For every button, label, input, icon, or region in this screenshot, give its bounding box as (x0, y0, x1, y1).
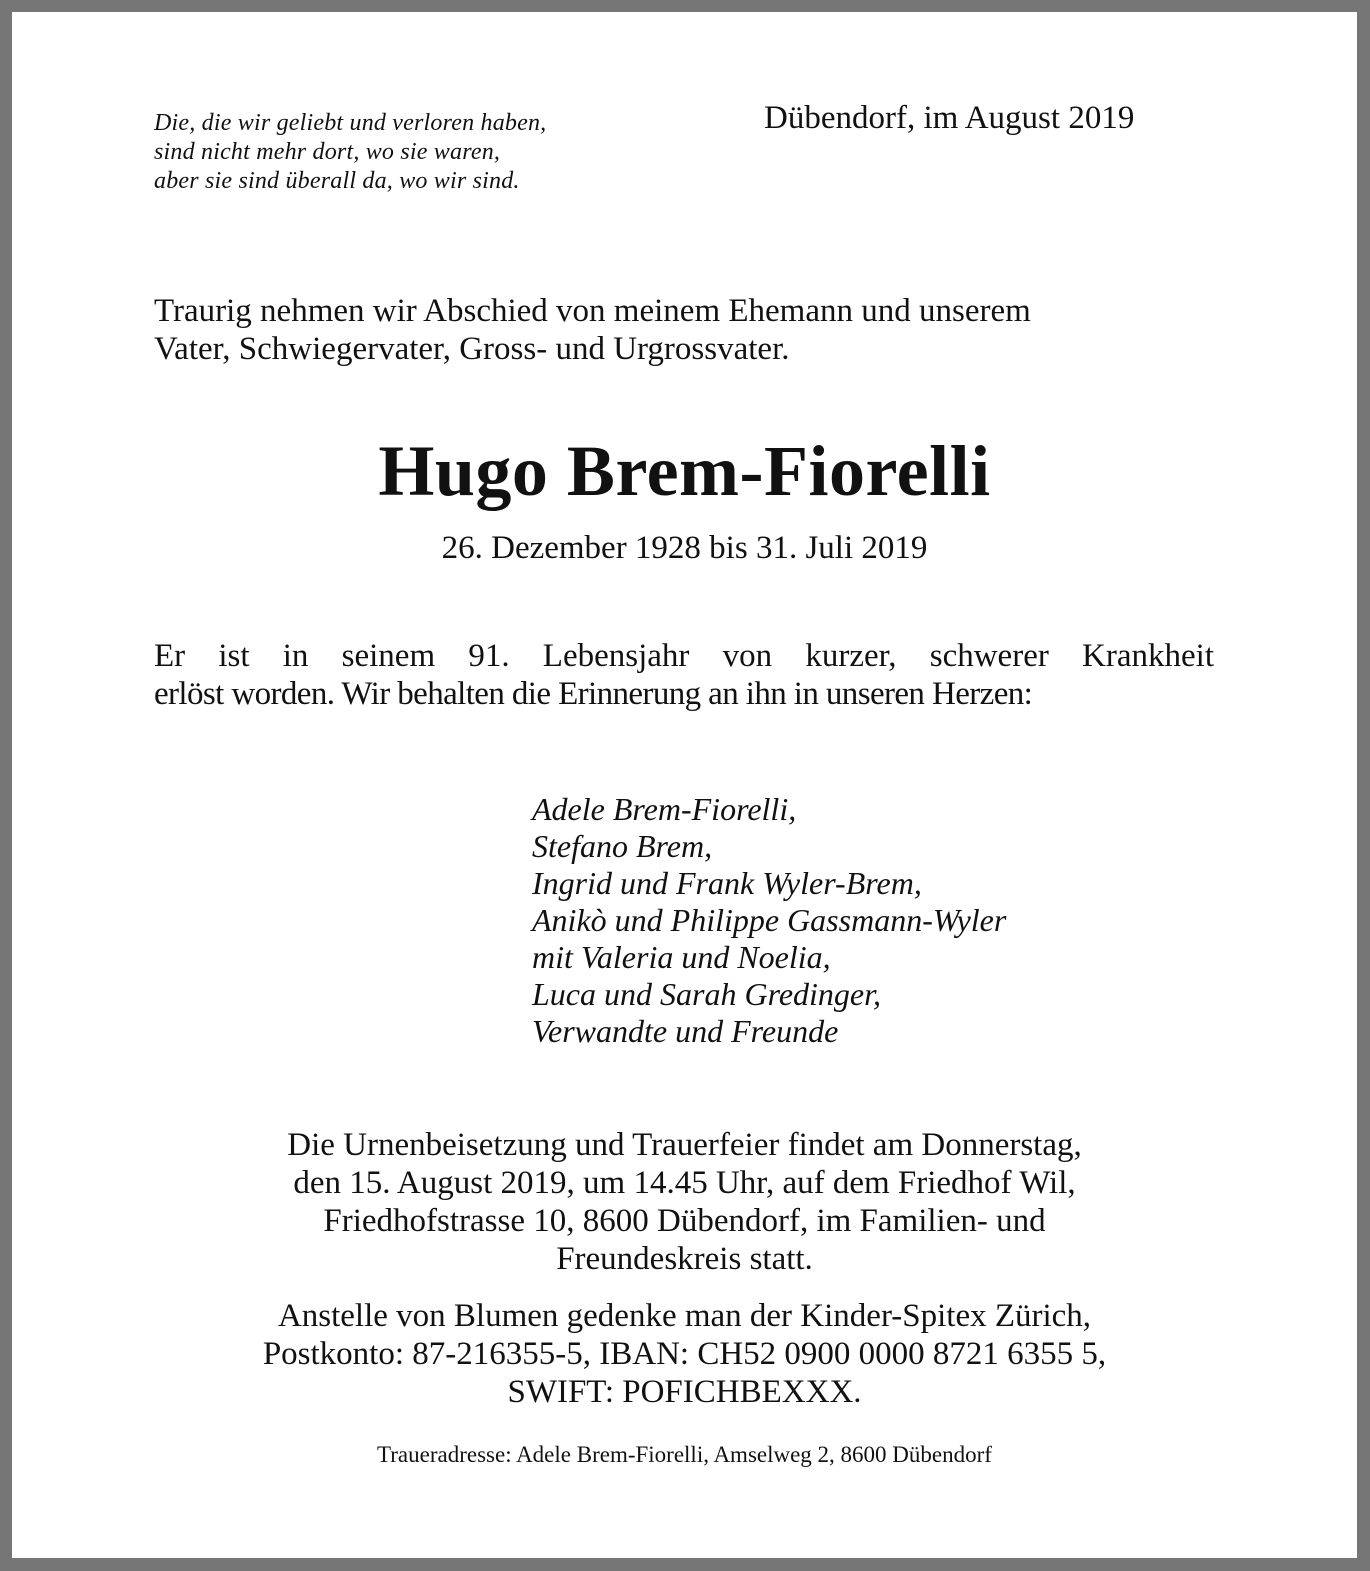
donation-line: Postkonto: 87-216355-5, IBAN: CH52 0900 0000 8721 6355 5, (262, 1336, 1107, 1372)
motto-line: Die, die wir geliebt und verloren haben, (154, 110, 547, 136)
mourner-item: Stefano Brem, (532, 828, 713, 864)
motto-line: aber sie sind überall da, wo wir sind. (154, 168, 520, 194)
place-date: Dübendorf, im August 2019 (764, 100, 1135, 136)
passing-line: erlöst worden. Wir behalten die Erinnerung an ihn in unseren Herzen: (154, 676, 1033, 712)
ceremony-info (12, 1126, 1357, 1278)
ceremony-line: den 15. August 2019, um 14.45 Uhr, auf dem Friedhof Wil, (293, 1165, 1076, 1201)
mourners-list (532, 791, 1006, 1050)
donation-line: Anstelle von Blumen gedenke man der Kinder-Spitex Zürich, (277, 1298, 1092, 1334)
intro-line: Vater, Schwiegervater, Gross- und Urgrossvater. (154, 331, 790, 367)
donation-line: SWIFT: POFICHBEXXX. (507, 1374, 862, 1410)
mourner-item: Luca und Sarah Gredinger, (532, 976, 882, 1012)
intro-line: Traurig nehmen wir Abschied von meinem Ehemann und unserem (154, 293, 1031, 329)
mourner-item: Adele Brem-Fiorelli, (532, 791, 797, 827)
mourner-item: Ingrid und Frank Wyler-Brem, (532, 865, 922, 901)
passing-text (154, 637, 1214, 713)
ceremony-line: Freundeskreis statt. (556, 1241, 813, 1277)
mourner-item: Verwandte und Freunde (532, 1013, 839, 1049)
ceremony-line: Friedhofstrasse 10, 8600 Dübendorf, im Familien- und (323, 1203, 1046, 1239)
donation-info (12, 1297, 1357, 1411)
motto-line: sind nicht mehr dort, wo sie waren, (154, 139, 501, 165)
passing-line: Er ist in seinem 91. Lebensjahr von kurzer, schwerer Krankheit (154, 638, 1214, 674)
deceased-name: Hugo Brem-Fiorelli (378, 431, 991, 511)
mourner-item: mit Valeria und Noelia, (532, 939, 831, 975)
obituary-page (12, 12, 1357, 1558)
mourning-address: Traueradresse: Adele Brem-Fiorelli, Amselweg 2, 8600 Dübendorf (377, 1442, 992, 1467)
lifespan-dates: 26. Dezember 1928 bis 31. Juli 2019 (441, 530, 928, 566)
motto-quote (154, 109, 546, 196)
intro-text (154, 292, 1216, 368)
ceremony-line: Die Urnenbeisetzung und Trauerfeier findet am Donnerstag, (287, 1127, 1082, 1163)
mourner-item: Anikò und Philippe Gassmann-Wyler (532, 902, 1007, 938)
